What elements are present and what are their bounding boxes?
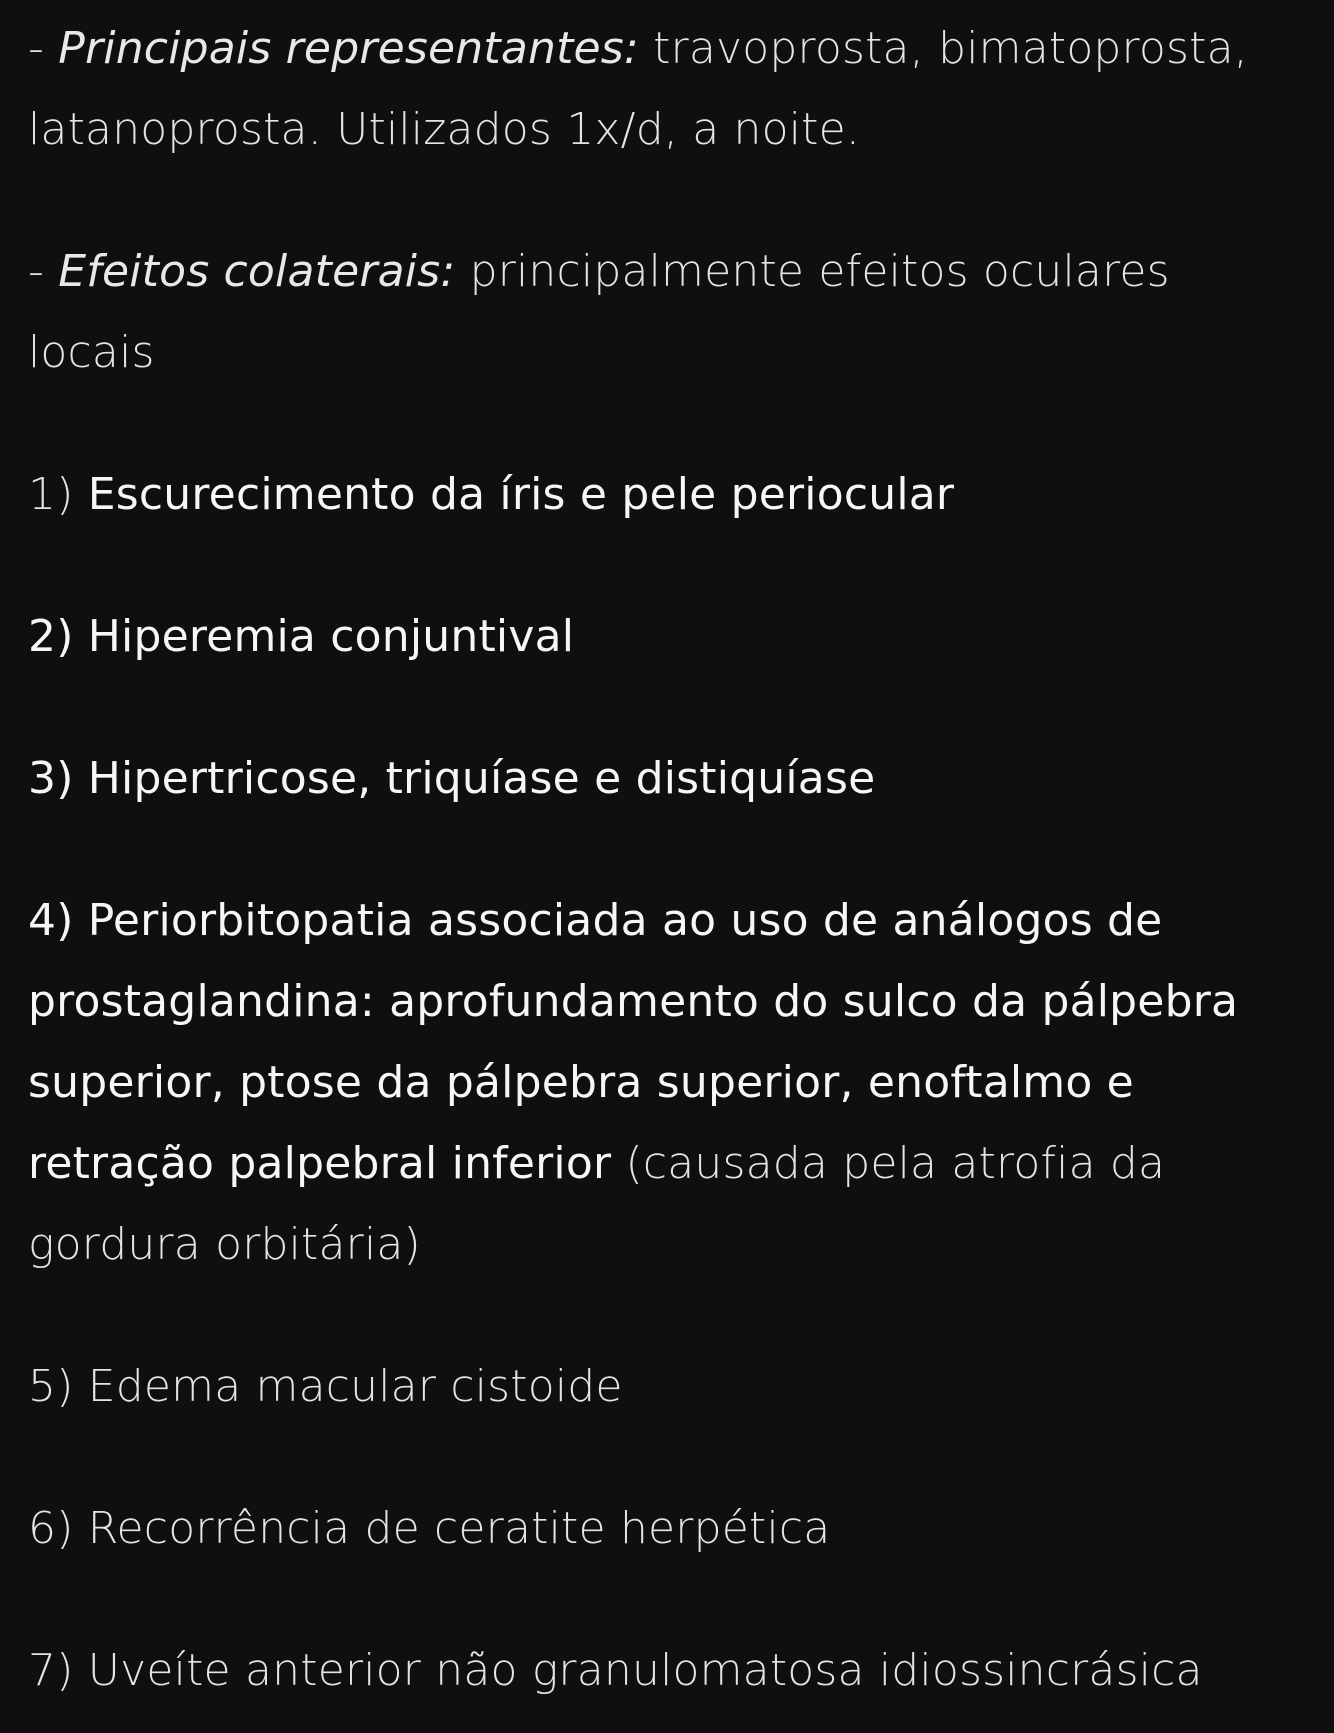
list-item-1 (28, 454, 1306, 535)
bullet-dash: - (28, 246, 59, 297)
list-item-3-text: 3) Hipertricose, triquíase e distiquíase (28, 753, 876, 804)
bullet-dash: - (28, 23, 59, 74)
list-item-7 (28, 1630, 1306, 1711)
list-item-5 (28, 1346, 1306, 1427)
label-principais-representantes: Principais representantes: (58, 23, 639, 74)
list-item-2-text: 2) Hiperemia conjuntival (28, 611, 575, 662)
text-representantes: travoprosta, bimatoprosta, latanoprosta. Utilizados 1x/d, a noite. (28, 23, 1248, 155)
list-item-1-text: Escurecimento da íris e pele periocular (87, 469, 955, 520)
list-item-2 (28, 596, 1306, 677)
text-efeitos: principalmente efeitos oculares locais (28, 246, 1170, 378)
list-item-1-number: 1) (28, 469, 88, 520)
list-item-4-main: 4) Periorbitopatia associada ao uso de análogos de prostaglandina: aprofundamento do sulco da pálpebra superior, ptose da pálpebra superior, enoftalmo e retração palpebral inferior (28, 895, 1239, 1189)
paragraph-principais-representantes (28, 8, 1306, 170)
label-efeitos-colaterais: Efeitos colaterais: (58, 246, 456, 297)
list-item-5-text: 5) Edema macular cistoide (28, 1361, 623, 1412)
list-item-3 (28, 738, 1306, 819)
list-item-7-text: 7) Uveíte anterior não granulomatosa idiossincrásica (28, 1645, 1203, 1696)
list-item-4-note: (causada pela atrofia da gordura orbitária) (28, 1138, 1166, 1270)
list-item-6-text: 6) Recorrência de ceratite herpética (28, 1503, 831, 1554)
list-item-4 (28, 880, 1306, 1285)
list-item-6 (28, 1488, 1306, 1569)
paragraph-efeitos-colaterais (28, 231, 1306, 393)
